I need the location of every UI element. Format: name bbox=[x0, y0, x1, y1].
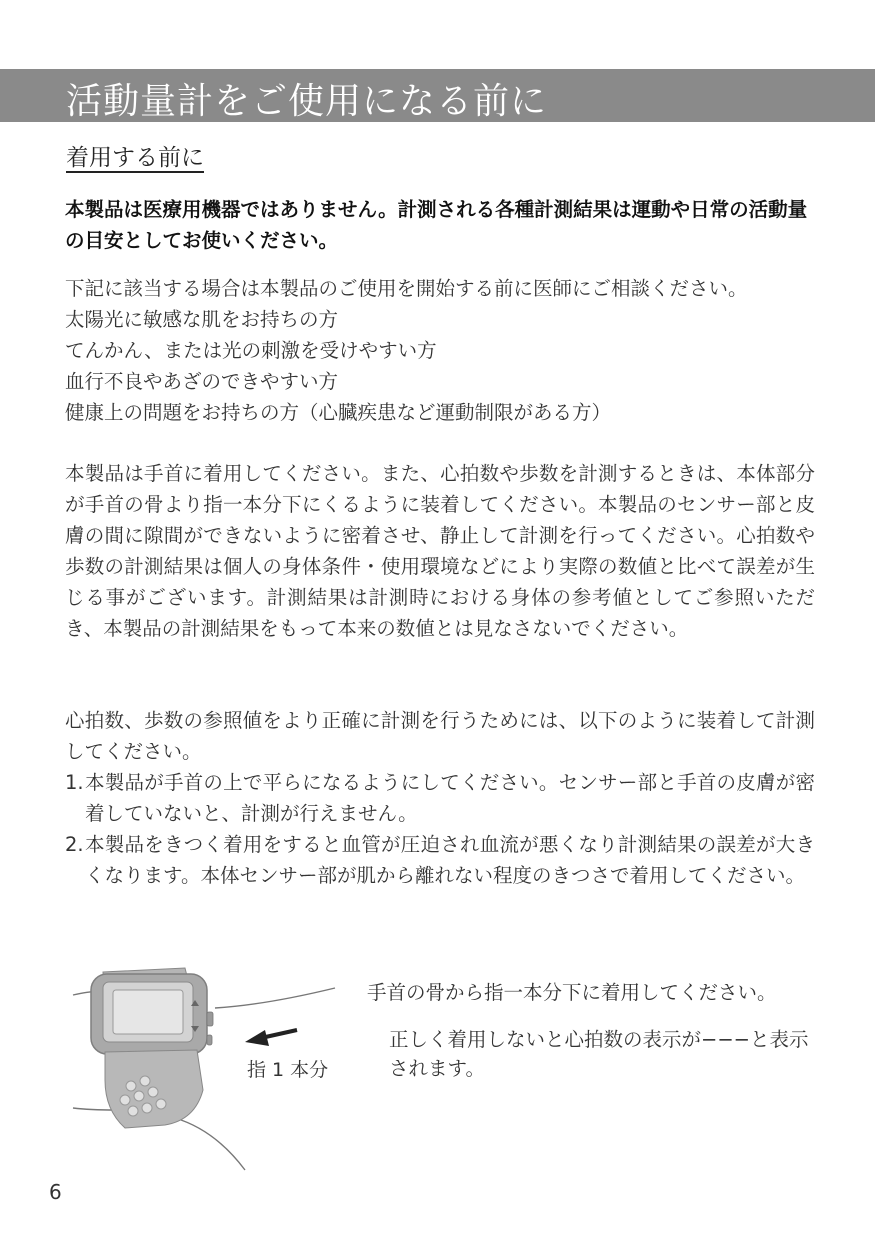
step-text: 本製品が手首の上で平らになるようにしてください。センサー部と手首の皮膚が密着していないと、計測が行えません。 bbox=[85, 771, 815, 825]
page-title: 活動量計をご使用になる前に bbox=[66, 81, 548, 122]
steps-intro: 心拍数、歩数の参照値をより正確に計測を行うためには、以下のように装着して計測してください。 bbox=[65, 709, 815, 763]
consult-item: てんかん、または光の刺激を受けやすい方 bbox=[65, 339, 437, 362]
consult-block bbox=[65, 273, 815, 428]
step-item bbox=[65, 829, 815, 891]
page-number: 6 bbox=[49, 1180, 62, 1204]
title-band bbox=[0, 69, 875, 122]
consult-item: 血行不良やあざのできやすい方 bbox=[65, 370, 339, 393]
medical-notice: 本製品は医療用機器ではありません。計測される各種計測結果は運動や日常の活動量の目安としてお使いください。 bbox=[65, 198, 808, 252]
wearing-instructions: 本製品は手首に着用してください。また、心拍数や歩数を計測するときは、本体部分が手首の骨より指一本分下にくるように装着してください。本製品のセンサー部と皮膚の間に隙間ができないように密着させ、静止して計測を行ってください。心拍数や歩数の計測結果は個人の身体条件・使用環境などにより実際の数値と比べて誤差が生じる事がございます。計測結果は計測時における身体の参考値としてご参照いただき、本製品の計測結果をもって本来の数値とは見なさないでください。 bbox=[65, 462, 815, 640]
arrow-left-icon bbox=[245, 1030, 297, 1046]
step-number: 1. bbox=[65, 771, 84, 794]
steps-block bbox=[65, 705, 815, 891]
step-number: 2. bbox=[65, 833, 84, 856]
consult-item: 健康上の問題をお持ちの方（心臓疾患など運動制限がある方） bbox=[65, 401, 612, 424]
finger-width-label: 指 1 本分 bbox=[247, 1059, 329, 1081]
consult-intro: 下記に該当する場合は本製品のご使用を開始する前に医師にご相談ください。 bbox=[65, 277, 748, 300]
figure-caption: 手首の骨から指一本分下に着用してください。 bbox=[367, 981, 777, 1004]
section-heading: 着用する前に bbox=[66, 145, 204, 171]
step-item bbox=[65, 767, 815, 829]
figure-note: 正しく着用しないと心拍数の表示が−−−と表示されます。 bbox=[389, 1028, 809, 1080]
consult-item: 太陽光に敏感な肌をお持ちの方 bbox=[65, 308, 339, 331]
step-text: 本製品をきつく着用をすると血管が圧迫され血流が悪くなり計測結果の誤差が大きくなります。本体センサー部が肌から離れない程度のきつさで着用してください。 bbox=[85, 833, 815, 887]
